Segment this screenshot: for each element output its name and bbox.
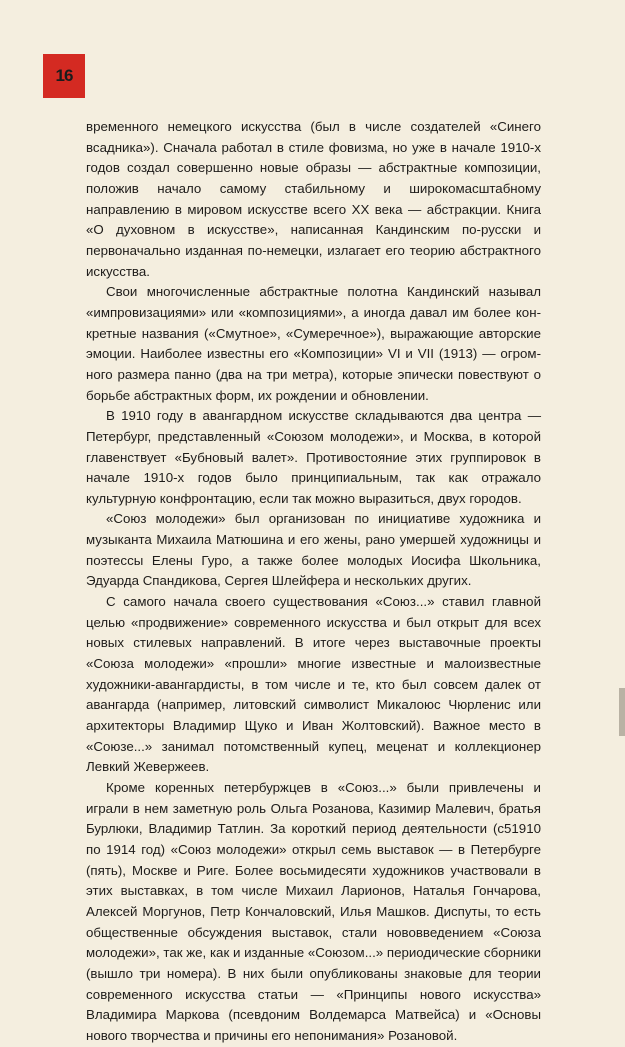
paragraph: Кроме коренных петербуржцев в «Союз...» были привлечены и играли в нем заметную роль Ольга Розанова, Казимир Малевич, братья Бурлюки, Владимир Татлин. За короткий период деятельности (с51910 по 1914 год) «Союз молодежи» открыл семь выставок — в Петербурге (пять), Москве и Риге. Более восьмидесяти художников участвовали в этих выставках, в том числе Михаил Ларионов, Наталья Гончарова, Алексей Моргунов, Петр Кончаловский, Илья Машков. Диспуты, то есть общественные обсуждения выставок, стали нововведением «Союза молодежи», так же, как и изданные «Союзом...» периодические сборники (вышло три номера). В них были опубликованы знаковые для теории современного искусства статьи — «Принципы нового искусства» Владимира Маркова (псевдоним Волдемарса Матвейса) и «Основы нового творчества и причины его непонимания» Розановой. [86, 780, 541, 1043]
paragraph: В 1910 году в авангардном искусстве складываются два центра — Петербург, представленный «Союзом молодежи», и Москва, в которой главенствует «Бубновый валет». Противостояние этих группировок в начале 1910-х годов было принципиальным, так как отражало культурную конфронтацию, если так можно выразиться, двух городов. [86, 408, 541, 506]
body-text [86, 117, 541, 1047]
paragraph: Свои многочисленные абстрактные полотна Кандинский называл «импровизациями» или «композициями», а иногда давал им более конкретные названия («Смутное», «Сумеречное»), выражающие авторские эмоции. Наиболее известны его «Композиции» VI и VII (1913) — огромного размера панно (два на три метра), которые эпически повествуют о борьбе абстрактных форм, их рождении и обновлении. [86, 284, 541, 403]
paragraph: «Союз молодежи» был организован по инициативе художника и музыканта Михаила Матюшина и его жены, рано умершей художницы и поэтессы Елены Гуро, а также более молодых Иосифа Школьника, Эдуарда Спандикова, Сергея Шлейфера и нескольких других. [86, 511, 541, 589]
paragraph: С самого начала своего существования «Союз...» ставил главной целью «продвижение» современного искусства и был открыт для всех новых стилевых направлений. В итоге через выставочные проекты «Союза молодежи» «прошли» многие известные и малоизвестные художники-авангардисты, в том числе и те, кто был совсем далек от авангарда (например, литовский символист Микалоюс Чюрленис или архитекторы Владимир Щуко и Иван Жолтовский). Важное место в «Союзе...» занимал потомственный купец, меценат и коллекционер Левкий Жевержеев. [86, 594, 541, 775]
page-edge-marker [619, 688, 625, 736]
page-number-badge: 16 [43, 54, 85, 98]
paragraph-continuation: временного немецкого искусства (был в числе создателей «Синего всадника»). Сначала работал в стиле фовизма, но уже в начале 1910-х годов создал совершенно новые образы — абстрактные композиции, положив начало самому стабильному и широкомасштабному направлению в мировом искусстве всего XX века — абстракции. Книга «О духовном в искусстве», написанная Кандинским по-русски и первоначально изданная по-немецки, излагает его теорию абстрактного искусства. [86, 119, 541, 279]
